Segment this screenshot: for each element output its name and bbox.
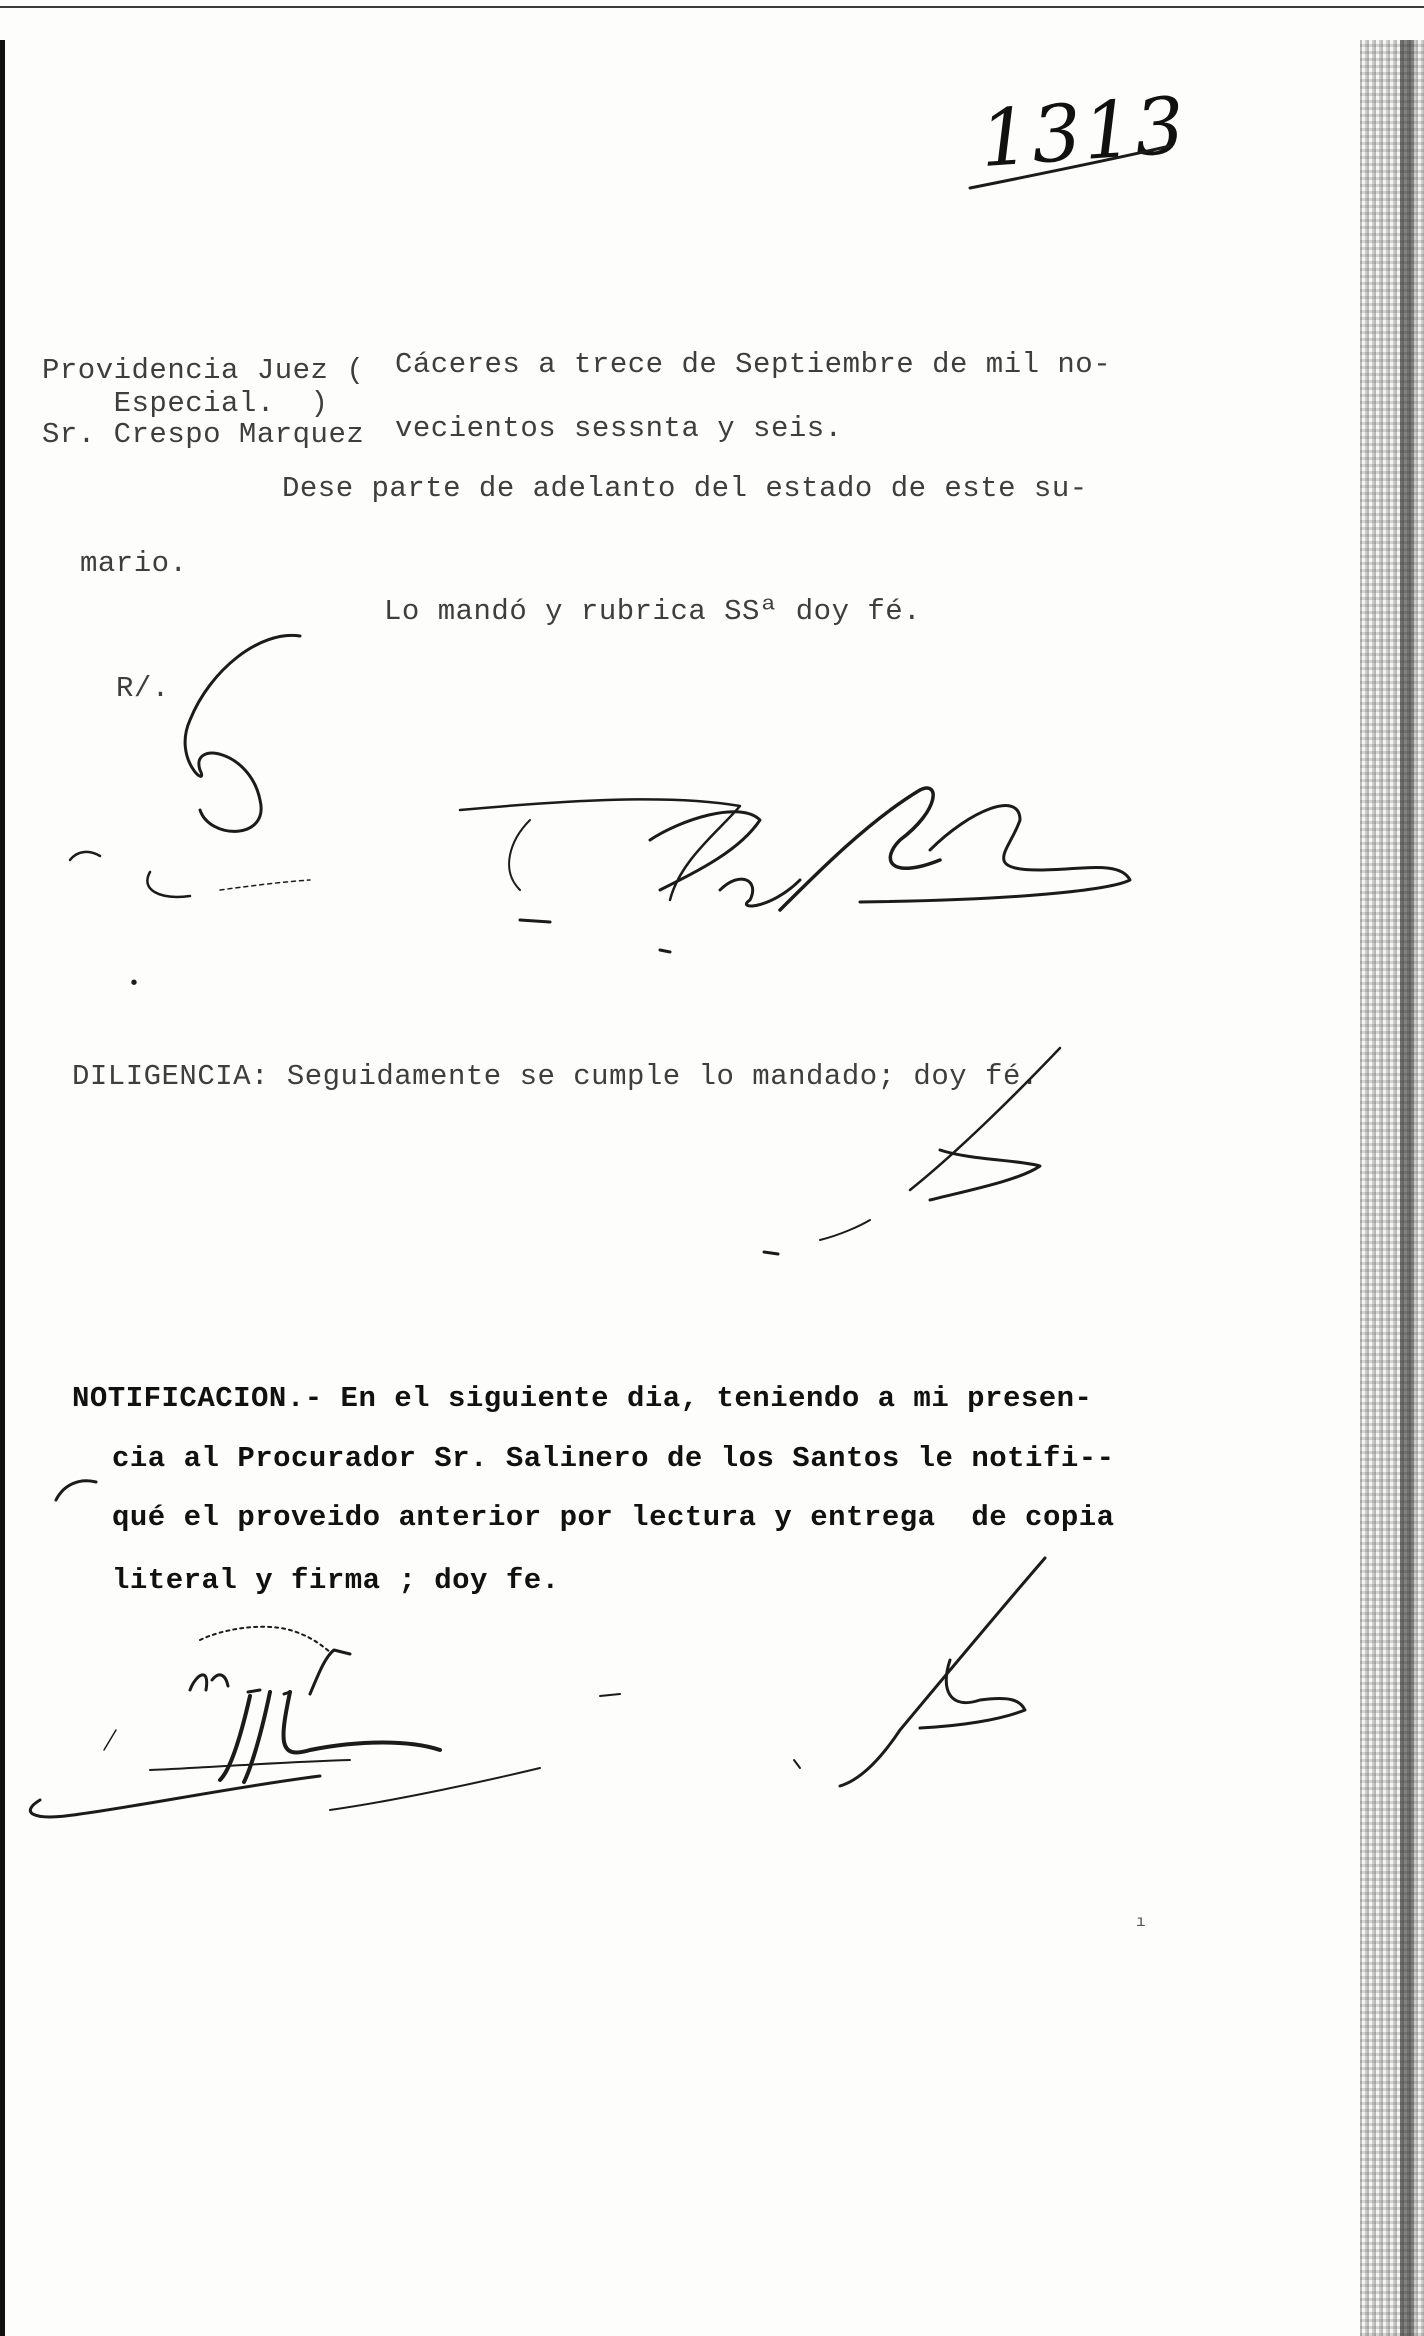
notificacion-line-2: cia al Procurador Sr. Salinero de los Santos le notifi-- (112, 1442, 1115, 1475)
judge-rubric (60, 610, 320, 920)
header-providencia: Providencia Juez ( (42, 354, 365, 387)
body-line-1: Dese parte de adelanto del estado de este su- (282, 472, 1088, 505)
secretary-signature (420, 760, 1140, 980)
folio-number: 1313 (977, 80, 1190, 186)
stray-mark: ı (1136, 1913, 1147, 1931)
stray-dot: • (128, 973, 141, 996)
diligencia-rubric (760, 1030, 1100, 1260)
closing-formula: Lo mandó y rubrica SSª doy fé. (384, 595, 922, 628)
top-border (0, 6, 1424, 8)
notificacion-line-1: NOTIFICACION.- En el siguiente dia, teniendo a mi presen- (72, 1382, 1093, 1415)
right-scan-shadow (1400, 40, 1414, 2336)
procurador-signature (20, 1600, 640, 1840)
header-especial: Especial. ) (42, 387, 329, 420)
header-date-line1: Cáceres a trece de Septiembre de mil no- (395, 348, 1112, 381)
rubric-label: R/. (116, 672, 170, 705)
body-line-2: mario. (80, 547, 188, 580)
left-scan-edge (0, 40, 8, 2336)
notificacion-line-3: qué el proveido anterior por lectura y entrega de copia (112, 1501, 1115, 1534)
notificacion-rubric (780, 1550, 1060, 1790)
folio-underline (960, 130, 1180, 200)
diligencia-text: DILIGENCIA: Seguidamente se cumple lo mandado; doy fé. (72, 1060, 1039, 1093)
notificacion-mark (50, 1470, 110, 1510)
header-judge-name: Sr. Crespo Marquez (42, 418, 365, 451)
notificacion-line-4: literal y firma ; doy fe. (112, 1564, 560, 1597)
header-date-line2: vecientos sessnta y seis. (395, 412, 843, 445)
right-scan-edge (1360, 40, 1424, 2336)
